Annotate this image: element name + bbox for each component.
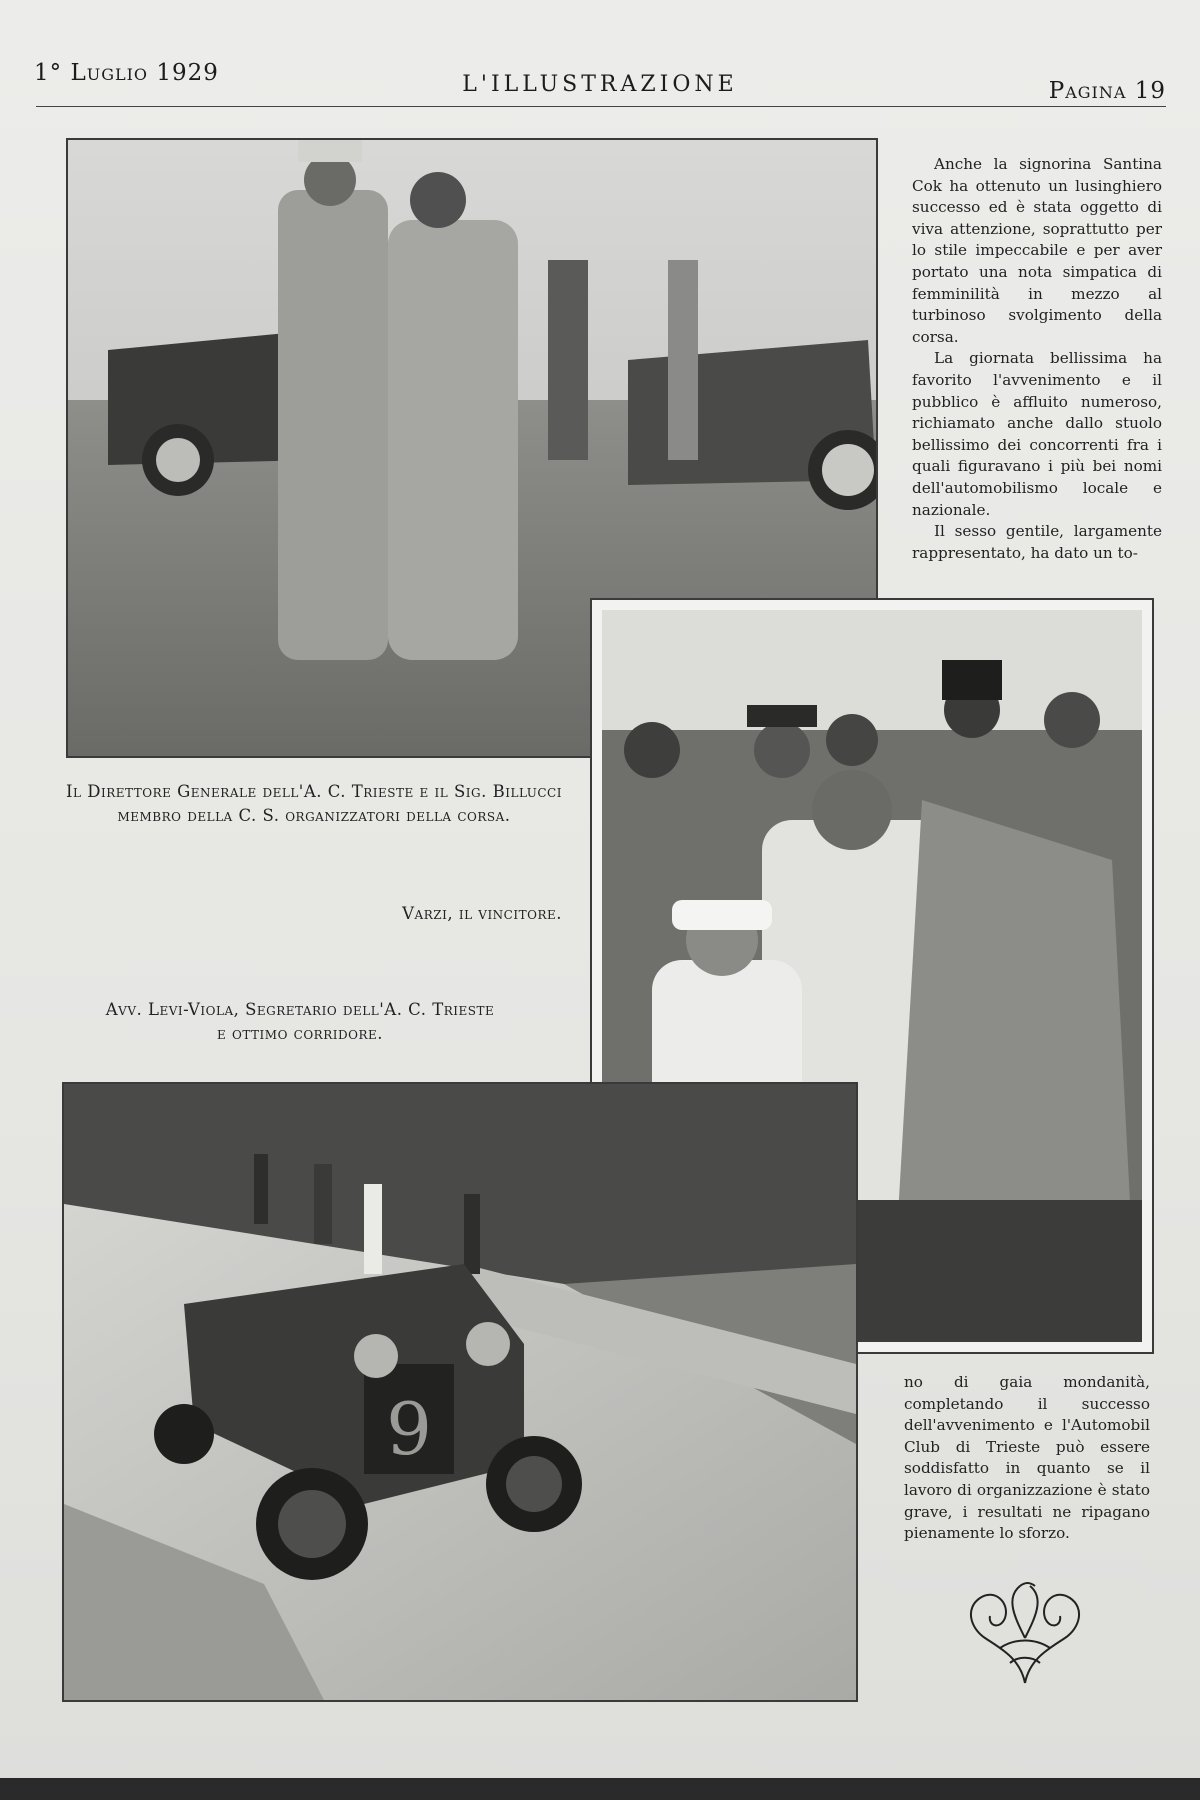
- article-paragraph: La giornata bellissima ha favorito l'avvenimento e il pubblico è affluito numeroso, richiamato anche dallo stuolo bellissimo dei concorrenti fra i quali figuravano i più bei nomi dell'automobilismo locale e nazionale.: [912, 349, 1162, 519]
- issue-date: 1° Luglio 1929: [34, 60, 219, 86]
- header-rule: [36, 106, 1166, 107]
- caption-line: membro della C. S. organizzatori della corsa.: [117, 806, 511, 825]
- caption-line: e ottimo corridore.: [216, 1024, 383, 1043]
- page-number: Pagina 19: [1048, 78, 1166, 104]
- caption-line: Avv. Levi-Viola, Segretario dell'A. C. Trieste: [105, 1000, 495, 1019]
- caption-photo-1: [54, 780, 574, 828]
- article-text-bottom: [904, 1372, 1150, 1545]
- article-paragraph: Il sesso gentile, largamente rappresentato, ha dato un to-: [912, 522, 1162, 562]
- article-paragraph: Anche la signorina Santina Cok ha ottenuto un lusinghiero successo ed è stata oggetto di viva attenzione, soprattutto per lo stile impeccabile e per aver portato una nota simpatica di femminilità in mezzo al turbinoso svolgimento della corsa.: [912, 155, 1162, 346]
- bottom-strip: [0, 1778, 1200, 1800]
- photo-race-car: [62, 1082, 858, 1702]
- art-nouveau-ornament-icon: [960, 1578, 1090, 1688]
- car-number: 9: [386, 1387, 432, 1471]
- article-paragraph: no di gaia mondanità, completando il successo dell'avvenimento e l'Automobil Club di Trieste può essere soddisfatto in quanto se il lavoro di organizzazione è stato grave, i resultati ne ripagano pienamente lo sforzo.: [904, 1373, 1150, 1543]
- caption-photo-2: Varzi, il vincitore.: [402, 904, 562, 923]
- caption-photo-3: [80, 998, 520, 1046]
- magazine-title: L'ILLUSTRAZIONE: [462, 72, 738, 97]
- article-text-top: [912, 154, 1162, 564]
- caption-line: Il Direttore Generale dell'A. C. Trieste e il Sig. Billucci: [66, 782, 562, 801]
